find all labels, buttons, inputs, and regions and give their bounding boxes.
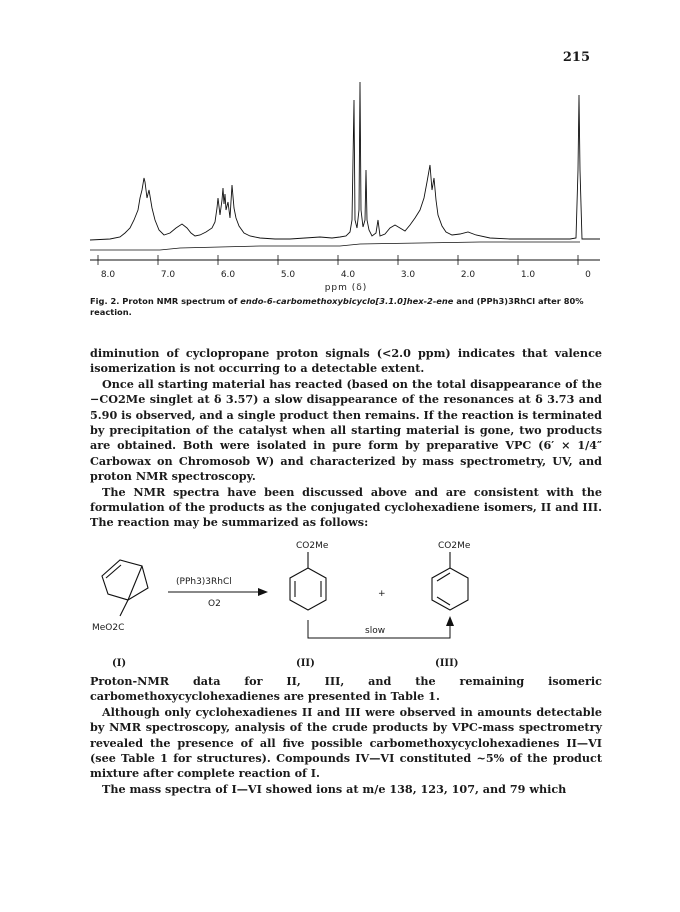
compound-I-substituent: MeO2C	[92, 623, 125, 633]
slow-label: slow	[365, 626, 386, 636]
compound-II-substituent: CO2Me	[296, 541, 329, 551]
compound-label-III: (III)	[435, 658, 459, 669]
x-tick-label: 8.0	[100, 270, 116, 280]
paragraph: Although only cyclohexadienes II and III were observed in amounts detectable by NMR spectroscopy, analysis of the crude products by VPC-mass spectrometry revealed the presence of all five possible carbomethoxycyclohexadienes II—VI (see Table 1 for structures). Compounds IV—VI constituted ~5% of the product mixture after complete reaction of I.	[90, 704, 602, 781]
x-tick-label: 3.0	[400, 270, 416, 280]
x-tick-label: 7.0	[160, 270, 176, 280]
compound-III-structure	[432, 552, 468, 610]
paragraph: The NMR spectra have been discussed above and are consistent with the formulation of the products as the conjugated cyclohexadiene isomers, II and III. The reaction may be summarized as follows:	[90, 484, 602, 530]
x-axis-title: ppm (δ)	[324, 283, 368, 293]
x-tick-label: 0	[585, 270, 591, 280]
body-text-block-1	[90, 346, 602, 531]
compound-II-structure	[290, 552, 326, 610]
nmr-spectrum-trace	[90, 82, 600, 240]
x-tick-label: 5.0	[280, 270, 296, 280]
x-tick-label: 1.0	[520, 270, 536, 280]
figure-caption	[90, 296, 600, 318]
paragraph: Proton-NMR data for II, III, and the remaining isomeric carbomethoxycyclohexadienes are presented in Table 1.	[90, 674, 602, 704]
paragraph: The mass spectra of I—VI showed ions at m/e 138, 123, 107, and 79 which	[102, 781, 567, 796]
caption-compound: endo-6-carbomethoxybicyclo[3.1.0]hex-2-ene	[240, 296, 454, 306]
paragraph: diminution of cyclopropane proton signals (<2.0 ppm) indicates that valence isomerization is not occurring to a detectable extent.	[90, 346, 602, 376]
plus-sign: +	[378, 589, 386, 599]
reaction-scheme	[90, 526, 560, 676]
page-number: 215	[562, 50, 590, 65]
paragraph: Once all starting material has reacted (based on the total disappearance of the −CO2Me singlet at δ 3.57) a slow disappearance of the resonances at δ 3.73 and 5.90 is observed, and a single product then remains. If the reaction is terminated by precipitation of the catalyst when all starting material is gone, two products are obtained. Both were isolated in pure form by preparative VPC (6′ × 1/4″ Carbowax on Chromosob W) and characterized by mass spectrometry, UV, and proton NMR spectroscopy.	[90, 376, 602, 484]
x-tick-label: 2.0	[460, 270, 476, 280]
caption-prefix: Fig. 2. Proton NMR spectrum of	[90, 296, 241, 306]
compound-label-I: (I)	[112, 658, 127, 669]
x-tick-label: 6.0	[220, 270, 236, 280]
nmr-spectrum-figure	[60, 70, 620, 300]
reagent-oxygen: O2	[208, 599, 221, 609]
compound-III-substituent: CO2Me	[438, 541, 471, 551]
reagent-catalyst: (PPh3)3RhCl	[176, 577, 232, 587]
x-tick-label: 4.0	[340, 270, 356, 280]
caption-suffix: and (PPh3)3RhCl after 80% reaction.	[90, 296, 584, 317]
compound-label-II: (II)	[296, 658, 315, 669]
compound-I-structure	[102, 560, 148, 616]
body-text-block-2	[90, 674, 602, 797]
